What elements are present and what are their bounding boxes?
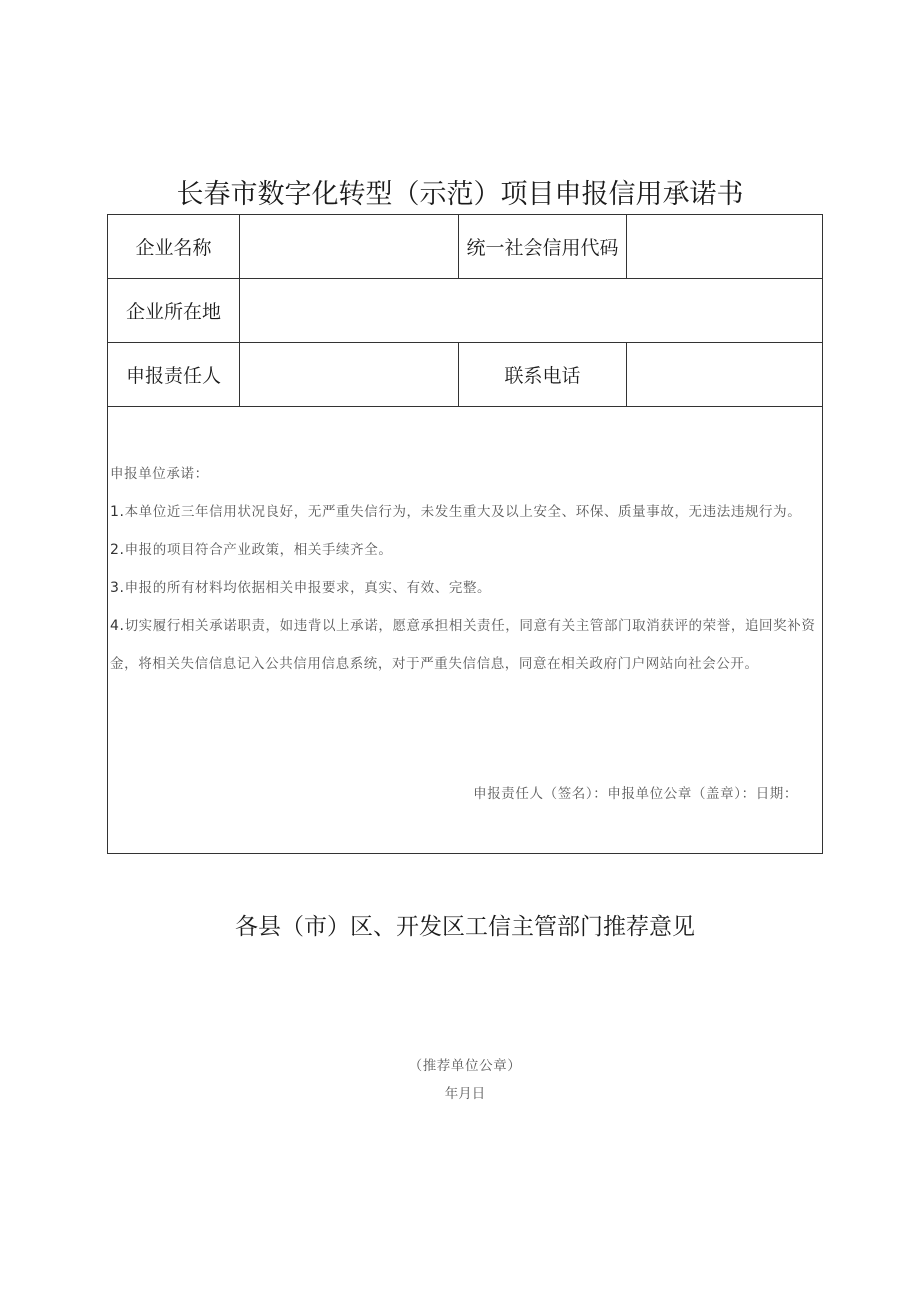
promise-item: 1.本单位近三年信用状况良好，无严重失信行为，未发生重大及以上安全、环保、质量事故，无违法违规行为。 — [110, 504, 802, 520]
recommendation-date: 年月日 — [444, 1086, 486, 1102]
table-row — [108, 407, 823, 854]
promise-item: 4.切实履行相关承诺职责，如违背以上承诺，愿意承担相关责任，同意有关主管部门取消获评的荣誉，追回奖补资金，将相关失信信息记入公共信用信息系统，对于严重失信信息，同意在相关政府门户网站向社会公开。 — [110, 618, 816, 672]
credit-code-label: 统一社会信用代码 — [459, 215, 627, 279]
recommendation-title: 各县（市）区、开发区工信主管部门推荐意见 — [235, 914, 695, 940]
company-name-field[interactable] — [240, 215, 459, 279]
phone-field[interactable] — [627, 343, 823, 407]
recommending-unit-seal: （推荐单位公章） — [408, 1058, 522, 1074]
responsible-person-field[interactable] — [240, 343, 459, 407]
table-row — [108, 279, 823, 343]
table-row — [108, 215, 823, 279]
application-form-table — [107, 214, 823, 854]
promise-cell — [108, 407, 823, 854]
company-name-label: 企业名称 — [108, 215, 240, 279]
page-title: 长春市数字化转型（示范）项目申报信用承诺书 — [176, 179, 744, 210]
signature-line: 申报责任人（签名）：申报单位公章（盖章）：日期： — [473, 786, 798, 802]
phone-label: 联系电话 — [459, 343, 627, 407]
location-label: 企业所在地 — [108, 279, 240, 343]
promise-item: 2.申报的项目符合产业政策，相关手续齐全。 — [110, 542, 393, 558]
location-field[interactable] — [240, 279, 823, 343]
promise-heading: 申报单位承诺： — [110, 466, 209, 482]
responsible-person-label: 申报责任人 — [108, 343, 240, 407]
promise-text — [108, 455, 820, 683]
table-row — [108, 343, 823, 407]
promise-item: 3.申报的所有材料均依据相关申报要求，真实、有效、完整。 — [110, 580, 492, 596]
credit-code-field[interactable] — [627, 215, 823, 279]
